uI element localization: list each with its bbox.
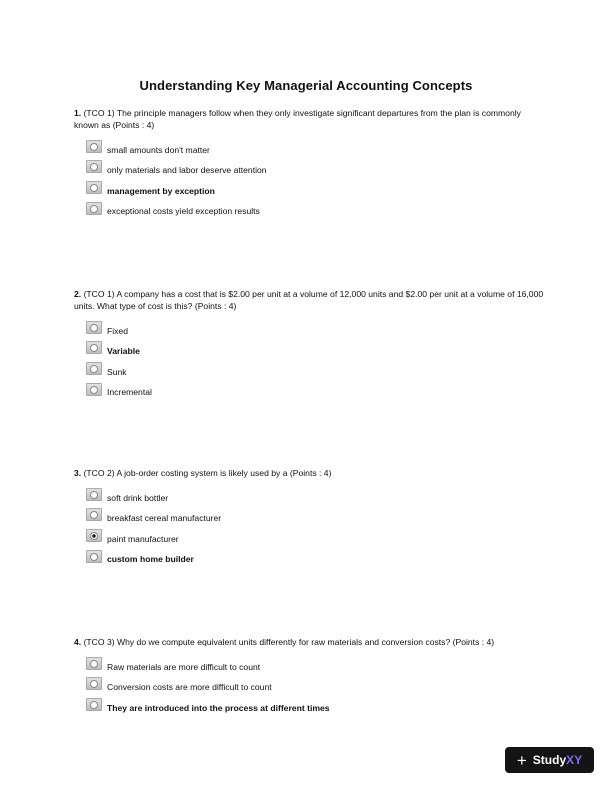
option-label: paint manufacturer xyxy=(107,533,179,544)
answer-option[interactable] xyxy=(74,338,544,359)
question-text xyxy=(74,636,544,648)
question-text xyxy=(74,107,544,131)
option-label: management by exception xyxy=(107,185,215,196)
radio-button[interactable] xyxy=(86,698,102,711)
option-label: Incremental xyxy=(107,387,152,398)
answer-options xyxy=(74,136,544,218)
radio-button[interactable] xyxy=(86,160,102,173)
answer-option[interactable] xyxy=(74,157,544,178)
answer-option[interactable] xyxy=(74,198,544,219)
answer-options xyxy=(74,317,544,399)
radio-button[interactable] xyxy=(86,657,102,670)
option-label: Raw materials are more difficult to count xyxy=(107,661,261,672)
option-label: breakfast cereal manufacturer xyxy=(107,513,222,524)
radio-button[interactable] xyxy=(86,140,102,153)
question-prompt: (TCO 3) Why do we compute equivalent units differently for raw materials and conversion costs? (Points : 4) xyxy=(83,637,495,647)
answer-option[interactable] xyxy=(74,379,544,400)
question-text xyxy=(74,467,544,479)
question-2 xyxy=(74,288,544,399)
answer-option[interactable] xyxy=(74,546,544,567)
radio-button[interactable] xyxy=(86,362,102,375)
answer-options xyxy=(74,484,544,566)
answer-option[interactable] xyxy=(74,177,544,198)
option-label: soft drink bottler xyxy=(107,492,169,503)
radio-button-selected[interactable] xyxy=(86,529,102,542)
option-label: only materials and labor deserve attention xyxy=(107,165,267,176)
logo-text-main: Study xyxy=(532,753,567,767)
question-4 xyxy=(74,636,544,715)
radio-button[interactable] xyxy=(86,488,102,501)
answer-option[interactable] xyxy=(74,694,544,715)
option-label: exceptional costs yield exception results xyxy=(107,206,260,217)
question-number: 4. xyxy=(74,637,82,647)
question-number: 2. xyxy=(74,289,82,299)
option-label: Conversion costs are more difficult to count xyxy=(107,682,272,693)
answer-option[interactable] xyxy=(74,674,544,695)
answer-option[interactable] xyxy=(74,317,544,338)
answer-option[interactable] xyxy=(74,653,544,674)
answer-option[interactable] xyxy=(74,358,544,379)
question-3 xyxy=(74,467,544,566)
question-number: 1. xyxy=(74,108,82,118)
question-prompt: (TCO 2) A job-order costing system is likely used by a (Points : 4) xyxy=(83,468,332,478)
option-label: Sunk xyxy=(107,366,127,377)
radio-button[interactable] xyxy=(86,508,102,521)
option-label: Variable xyxy=(107,346,140,357)
answer-option[interactable] xyxy=(74,505,544,526)
option-label: They are introduced into the process at different times xyxy=(107,702,330,713)
radio-button[interactable] xyxy=(86,341,102,354)
plus-icon: + xyxy=(516,750,527,770)
radio-button[interactable] xyxy=(86,383,102,396)
question-prompt: (TCO 1) A company has a cost that is $2.00 per unit at a volume of 12,000 units and $2.00 per unit at a volume of 16,000 units. What type of cost is this? (Points : 4) xyxy=(74,289,544,311)
radio-button[interactable] xyxy=(86,181,102,194)
radio-button[interactable] xyxy=(86,202,102,215)
logo-text-accent: XY xyxy=(566,753,583,767)
studyxy-logo xyxy=(505,747,594,773)
radio-button[interactable] xyxy=(86,677,102,690)
question-prompt: (TCO 1) The principle managers follow when they only investigate significant departures from the plan is commonly known as (Points : 4) xyxy=(74,108,521,130)
answer-option[interactable] xyxy=(74,525,544,546)
radio-button[interactable] xyxy=(86,321,102,334)
option-label: small amounts don't matter xyxy=(107,144,210,155)
page-title: Understanding Key Managerial Accounting Concepts xyxy=(139,78,473,93)
option-label: custom home builder xyxy=(107,554,194,565)
option-label: Fixed xyxy=(107,325,129,336)
question-1 xyxy=(74,107,544,218)
answer-option[interactable] xyxy=(74,136,544,157)
radio-button[interactable] xyxy=(86,550,102,563)
question-text xyxy=(74,288,544,312)
question-number: 3. xyxy=(74,468,82,478)
answer-option[interactable] xyxy=(74,484,544,505)
answer-options xyxy=(74,653,544,715)
